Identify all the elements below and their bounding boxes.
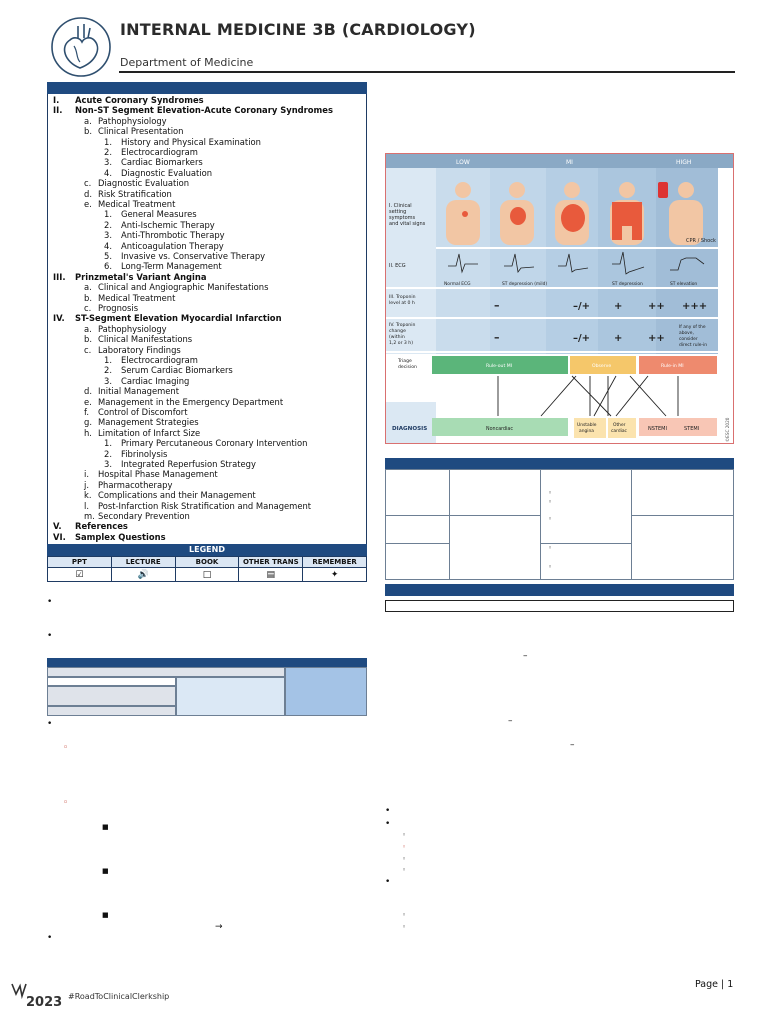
row-label-troponin-change: IV. Troponin change (within 1,2 or 3 h) xyxy=(389,323,416,346)
table-cell xyxy=(385,543,450,580)
speaker-icon: 🔊 xyxy=(111,568,175,582)
sub-bullet-marker: ◦ xyxy=(548,515,553,523)
outline-item-level-3: Cardiac Biomarkers xyxy=(121,157,203,168)
table-cell xyxy=(631,515,734,580)
row-label-triage: Triage decision xyxy=(398,359,417,370)
diagnosis-unstable-angina-label: Unstable angina xyxy=(577,423,597,434)
direct-rule-in-note: If any of the above, consider direct rule-in xyxy=(679,325,708,348)
outline-marker: 4. xyxy=(104,240,112,251)
table-cell xyxy=(449,515,541,580)
table-cell xyxy=(385,469,450,516)
outline-item-level-2: Control of Discomfort xyxy=(98,407,188,417)
legend-table xyxy=(47,556,367,582)
outline-marker: a. xyxy=(84,323,92,334)
legend-col-remember: REMEMBER xyxy=(303,557,367,568)
outline-marker: c. xyxy=(84,344,92,355)
outline-marker: IV. xyxy=(53,313,65,324)
outline-item-level-2: Hospital Phase Management xyxy=(98,469,218,480)
outline-marker: 2. xyxy=(104,448,112,459)
troponin-0h-value: +++ xyxy=(682,301,708,312)
troponin-change-value: + xyxy=(614,333,623,344)
outline-item-level-3: Long-Term Management xyxy=(121,261,222,272)
header-divider xyxy=(119,71,735,73)
outline-marker: 4. xyxy=(104,167,112,178)
table-cell xyxy=(540,543,632,580)
outline-item-level-3: Anti-Ischemic Therapy xyxy=(121,219,215,230)
page-number: Page | 1 xyxy=(695,979,734,990)
outline-item-level-3: Diagnostic Evaluation xyxy=(121,167,213,178)
outline-marker: 1. xyxy=(104,136,112,147)
troponin-change-value: ++ xyxy=(648,333,665,344)
outline-item-level-3: History and Physical Examination xyxy=(121,136,261,147)
outline-item-level-2: Prognosis xyxy=(98,303,139,313)
troponin-change-value: – xyxy=(494,331,500,344)
legend-col-lecture: LECTURE xyxy=(111,557,175,568)
outline-marker: k. xyxy=(84,490,92,501)
ecg-normal-label: Normal ECG xyxy=(444,282,471,287)
outline-item-level-2: Clinical Presentation xyxy=(98,126,184,137)
legend xyxy=(47,544,367,582)
sub-sub-bullet-marker: ■ xyxy=(102,911,109,919)
footer-logo xyxy=(8,980,63,1010)
sub-bullet-marker: ◦ xyxy=(548,544,553,552)
table-header-bar xyxy=(47,658,367,667)
outline-marker: b. xyxy=(84,126,92,137)
outline-marker: I. xyxy=(53,95,60,105)
outline-marker: h. xyxy=(84,427,92,438)
bullet-marker: • xyxy=(385,806,391,816)
diagnosis-noncardiac-label: Noncardiac xyxy=(486,427,513,432)
triage-observe-label: Observe xyxy=(592,364,612,369)
outline-item-level-2: Pathophysiology xyxy=(98,323,167,334)
outline-marker: 1. xyxy=(104,209,112,220)
legend-col-book: BOOK xyxy=(175,557,239,568)
outline-marker: 2. xyxy=(104,219,112,230)
checkbox-icon: ☑ xyxy=(48,568,112,582)
outline-marker: 3. xyxy=(104,375,112,386)
outline-item-level-2: Laboratory Findings xyxy=(98,344,181,355)
outline-marker: a. xyxy=(84,282,92,293)
bullet-marker: • xyxy=(385,819,391,829)
blank-table xyxy=(47,658,367,716)
table-cell xyxy=(540,469,632,544)
diagnosis-other-cardiac xyxy=(608,418,636,438)
table-cell xyxy=(176,677,285,716)
table-cell xyxy=(449,469,541,516)
ecg-elevation-label: ST elevation xyxy=(670,282,698,287)
outline-item-level-2: Post-Infarction Risk Stratification and Management xyxy=(98,500,312,511)
risk-label-high: HIGH xyxy=(676,159,692,166)
outline-marker: 3. xyxy=(104,230,112,241)
table-cell xyxy=(47,677,176,686)
diagnosis-stemi-label: STEMI xyxy=(684,426,700,432)
copyright-label: ©ESC 2020 xyxy=(725,417,730,442)
figure-graphic xyxy=(386,154,733,443)
outline-item-level-2: Medical Treatment xyxy=(98,292,176,303)
outline-item-level-2: Risk Stratification xyxy=(98,188,172,199)
outline-item-level-1: References xyxy=(75,521,128,532)
footer-hashtag: #RoadToClinicalClerkship xyxy=(68,992,170,1001)
diagnosis-label: DIAGNOSIS xyxy=(392,426,428,432)
sub-bullet-marker: ◦ xyxy=(548,563,553,571)
sub-bullet-marker: ◦ xyxy=(548,489,553,497)
outline-marker: III. xyxy=(53,271,66,282)
outline-marker: g. xyxy=(84,417,92,428)
document-title: INTERNAL MEDICINE 3B (CARDIOLOGY) xyxy=(120,20,476,39)
defibrillator-icon xyxy=(658,182,668,198)
outline-item-level-1: Samplex Questions xyxy=(75,531,166,542)
bullet-marker: • xyxy=(47,631,53,641)
sub-bullet-marker: ◦ xyxy=(402,923,407,931)
outline-marker: i. xyxy=(84,469,89,480)
outline-item-level-2: Clinical and Angiographic Manifestations xyxy=(98,282,269,293)
outline-item-level-2: Complications and their Management xyxy=(98,490,256,501)
dash-mark: – xyxy=(523,651,528,661)
cpr-shock-label: CPR / Shock xyxy=(686,238,716,244)
outline-item-level-3: Fibrinolysis xyxy=(121,448,168,459)
diagnosis-unstable-angina xyxy=(574,418,606,438)
outline-header-bar xyxy=(47,82,367,94)
bullet-marker: • xyxy=(47,719,53,729)
ecg-depression-label: ST depression xyxy=(612,282,643,287)
risk-label-low: LOW xyxy=(456,159,470,166)
outline-item-level-3: Primary Percutaneous Coronary Intervention xyxy=(121,438,308,449)
outline-marker: d. xyxy=(84,386,92,397)
outline-marker: d. xyxy=(84,188,92,199)
troponin-0h-value: –/+ xyxy=(573,301,591,312)
triage-rule-in-label: Rule-in MI xyxy=(661,364,684,369)
risk-label-mi: MI xyxy=(566,159,573,166)
sub-bullet-marker: ◦ xyxy=(63,798,69,808)
outline-item-level-2: Diagnostic Evaluation xyxy=(98,178,190,189)
row-label-troponin-0h: III. Troponin level at 0 h xyxy=(389,295,416,306)
table-cell xyxy=(47,706,176,716)
outline-marker: b. xyxy=(84,292,92,303)
sub-bullet-marker: ◦ xyxy=(63,743,69,753)
ecg-mild-depression-label: ST depression (mild) xyxy=(502,282,548,287)
diagnosis-other-cardiac-label: Other cardiac xyxy=(611,423,627,434)
bullet-marker: • xyxy=(385,877,391,887)
outline-item-level-3: Integrated Reperfusion Strategy xyxy=(121,459,256,469)
outline-item-level-2: Management Strategies xyxy=(98,417,199,428)
heart-logo-icon xyxy=(50,16,116,78)
outline-marker: 6. xyxy=(104,261,112,272)
sub-sub-bullet-marker: ■ xyxy=(102,823,109,831)
outline-marker: a. xyxy=(84,115,92,126)
troponin-change-value: –/+ xyxy=(573,333,591,344)
batch-logo-icon xyxy=(8,980,63,1010)
outline-item-level-2: Management in the Emergency Department xyxy=(98,396,284,407)
outline-marker: m. xyxy=(84,511,95,521)
outline-marker: 3. xyxy=(104,157,112,168)
bullet-marker: • xyxy=(47,933,53,943)
outline-marker: VI. xyxy=(53,531,66,542)
troponin-0h-value: + xyxy=(614,301,623,312)
outline-item-level-3: Anti-Thrombotic Therapy xyxy=(121,230,225,241)
outline-marker: 2. xyxy=(104,365,112,376)
outline-marker: c. xyxy=(84,178,92,189)
outline-item-level-2: Clinical Manifestations xyxy=(98,334,193,345)
outline-marker: e. xyxy=(84,396,92,407)
legend-col-ppt: PPT xyxy=(48,557,112,568)
outline-item-level-3: Serum Cardiac Biomarkers xyxy=(121,365,233,376)
outline-item-level-2: Medical Treatment xyxy=(98,199,176,209)
outline-item-level-2: Initial Management xyxy=(98,386,180,397)
outline-item-level-3: Cardiac Imaging xyxy=(121,375,190,386)
section-header-bar xyxy=(385,584,734,596)
outline-item-level-3: Electrocardiogram xyxy=(121,355,198,365)
blank-box xyxy=(385,600,734,612)
outline-item-level-1: Prinzmetal's Variant Angina xyxy=(75,271,207,282)
outline-item-level-3: Invasive vs. Conservative Therapy xyxy=(121,251,266,261)
outline-item-level-2: Pathophysiology xyxy=(98,115,167,126)
table-cell xyxy=(285,667,367,716)
outline-item-level-1: Acute Coronary Syndromes xyxy=(75,95,204,105)
sub-bullet-marker: ◦ xyxy=(548,498,553,506)
outline-item-level-3: General Measures xyxy=(121,209,197,220)
blank-table xyxy=(385,458,734,580)
bullet-marker: • xyxy=(47,597,53,607)
troponin-0h-value: – xyxy=(494,299,500,312)
dash-mark: – xyxy=(508,716,513,726)
table-cell xyxy=(47,667,285,677)
batch-year: 2023 xyxy=(26,995,63,1010)
pin-icon: ✦ xyxy=(303,568,367,582)
outline-marker: b. xyxy=(84,334,92,345)
dash-mark: – xyxy=(570,740,575,750)
table-cell xyxy=(47,686,176,706)
outline-marker: 1. xyxy=(104,355,112,365)
outline-marker: l. xyxy=(84,500,89,511)
diagnosis-nstemi-label: NSTEMI xyxy=(648,426,667,432)
outline-marker: 3. xyxy=(104,459,112,469)
triage-rule-out-label: Rule-out MI xyxy=(486,364,513,369)
outline-item-level-3: Electrocardiogram xyxy=(121,147,198,157)
outline-marker: j. xyxy=(84,479,89,490)
row-label-ecg: II. ECG xyxy=(389,263,406,269)
row-label-clinical: I. Clinical setting symptoms and vital signs xyxy=(389,203,426,227)
outline-marker: f. xyxy=(84,407,90,417)
outline-marker: 1. xyxy=(104,438,112,449)
acs-triage-figure xyxy=(385,153,734,444)
outline-marker: 2. xyxy=(104,147,112,157)
sub-sub-bullet-marker: ■ xyxy=(102,867,109,875)
legend-col-other-trans: OTHER TRANS xyxy=(239,557,303,568)
outline-item-level-1: Non-ST Segment Elevation-Acute Coronary Syndromes xyxy=(75,105,333,116)
outline-item-level-2: Secondary Prevention xyxy=(98,511,190,521)
outline-marker: e. xyxy=(84,199,92,209)
outline-marker: II. xyxy=(53,105,63,116)
sub-bullet-marker: ◦ xyxy=(402,843,407,851)
outline-item-level-2: Pharmacotherapy xyxy=(98,479,173,490)
outline-marker: V. xyxy=(53,521,62,532)
document-icon: ▤ xyxy=(239,568,303,582)
sub-bullet-marker: ◦ xyxy=(402,911,407,919)
legend-title: LEGEND xyxy=(47,544,367,556)
table-cell xyxy=(631,469,734,516)
sub-bullet-marker: ◦ xyxy=(402,866,407,874)
department-name: Department of Medicine xyxy=(120,56,254,69)
outline-item-level-3: Anticoagulation Therapy xyxy=(121,240,224,251)
outline-marker: c. xyxy=(84,303,92,313)
outline-item-level-1: ST-Segment Elevation Myocardial Infarction xyxy=(75,313,282,324)
table-cell xyxy=(385,515,450,544)
book-icon: □ xyxy=(175,568,239,582)
sub-bullet-marker: ◦ xyxy=(402,831,407,839)
troponin-0h-value: ++ xyxy=(648,301,665,312)
sub-bullet-marker: ◦ xyxy=(402,855,407,863)
arrow-icon: → xyxy=(215,922,223,932)
outline-item-level-2: Limitation of Infarct Size xyxy=(98,427,201,438)
outline-marker: 5. xyxy=(104,251,112,261)
